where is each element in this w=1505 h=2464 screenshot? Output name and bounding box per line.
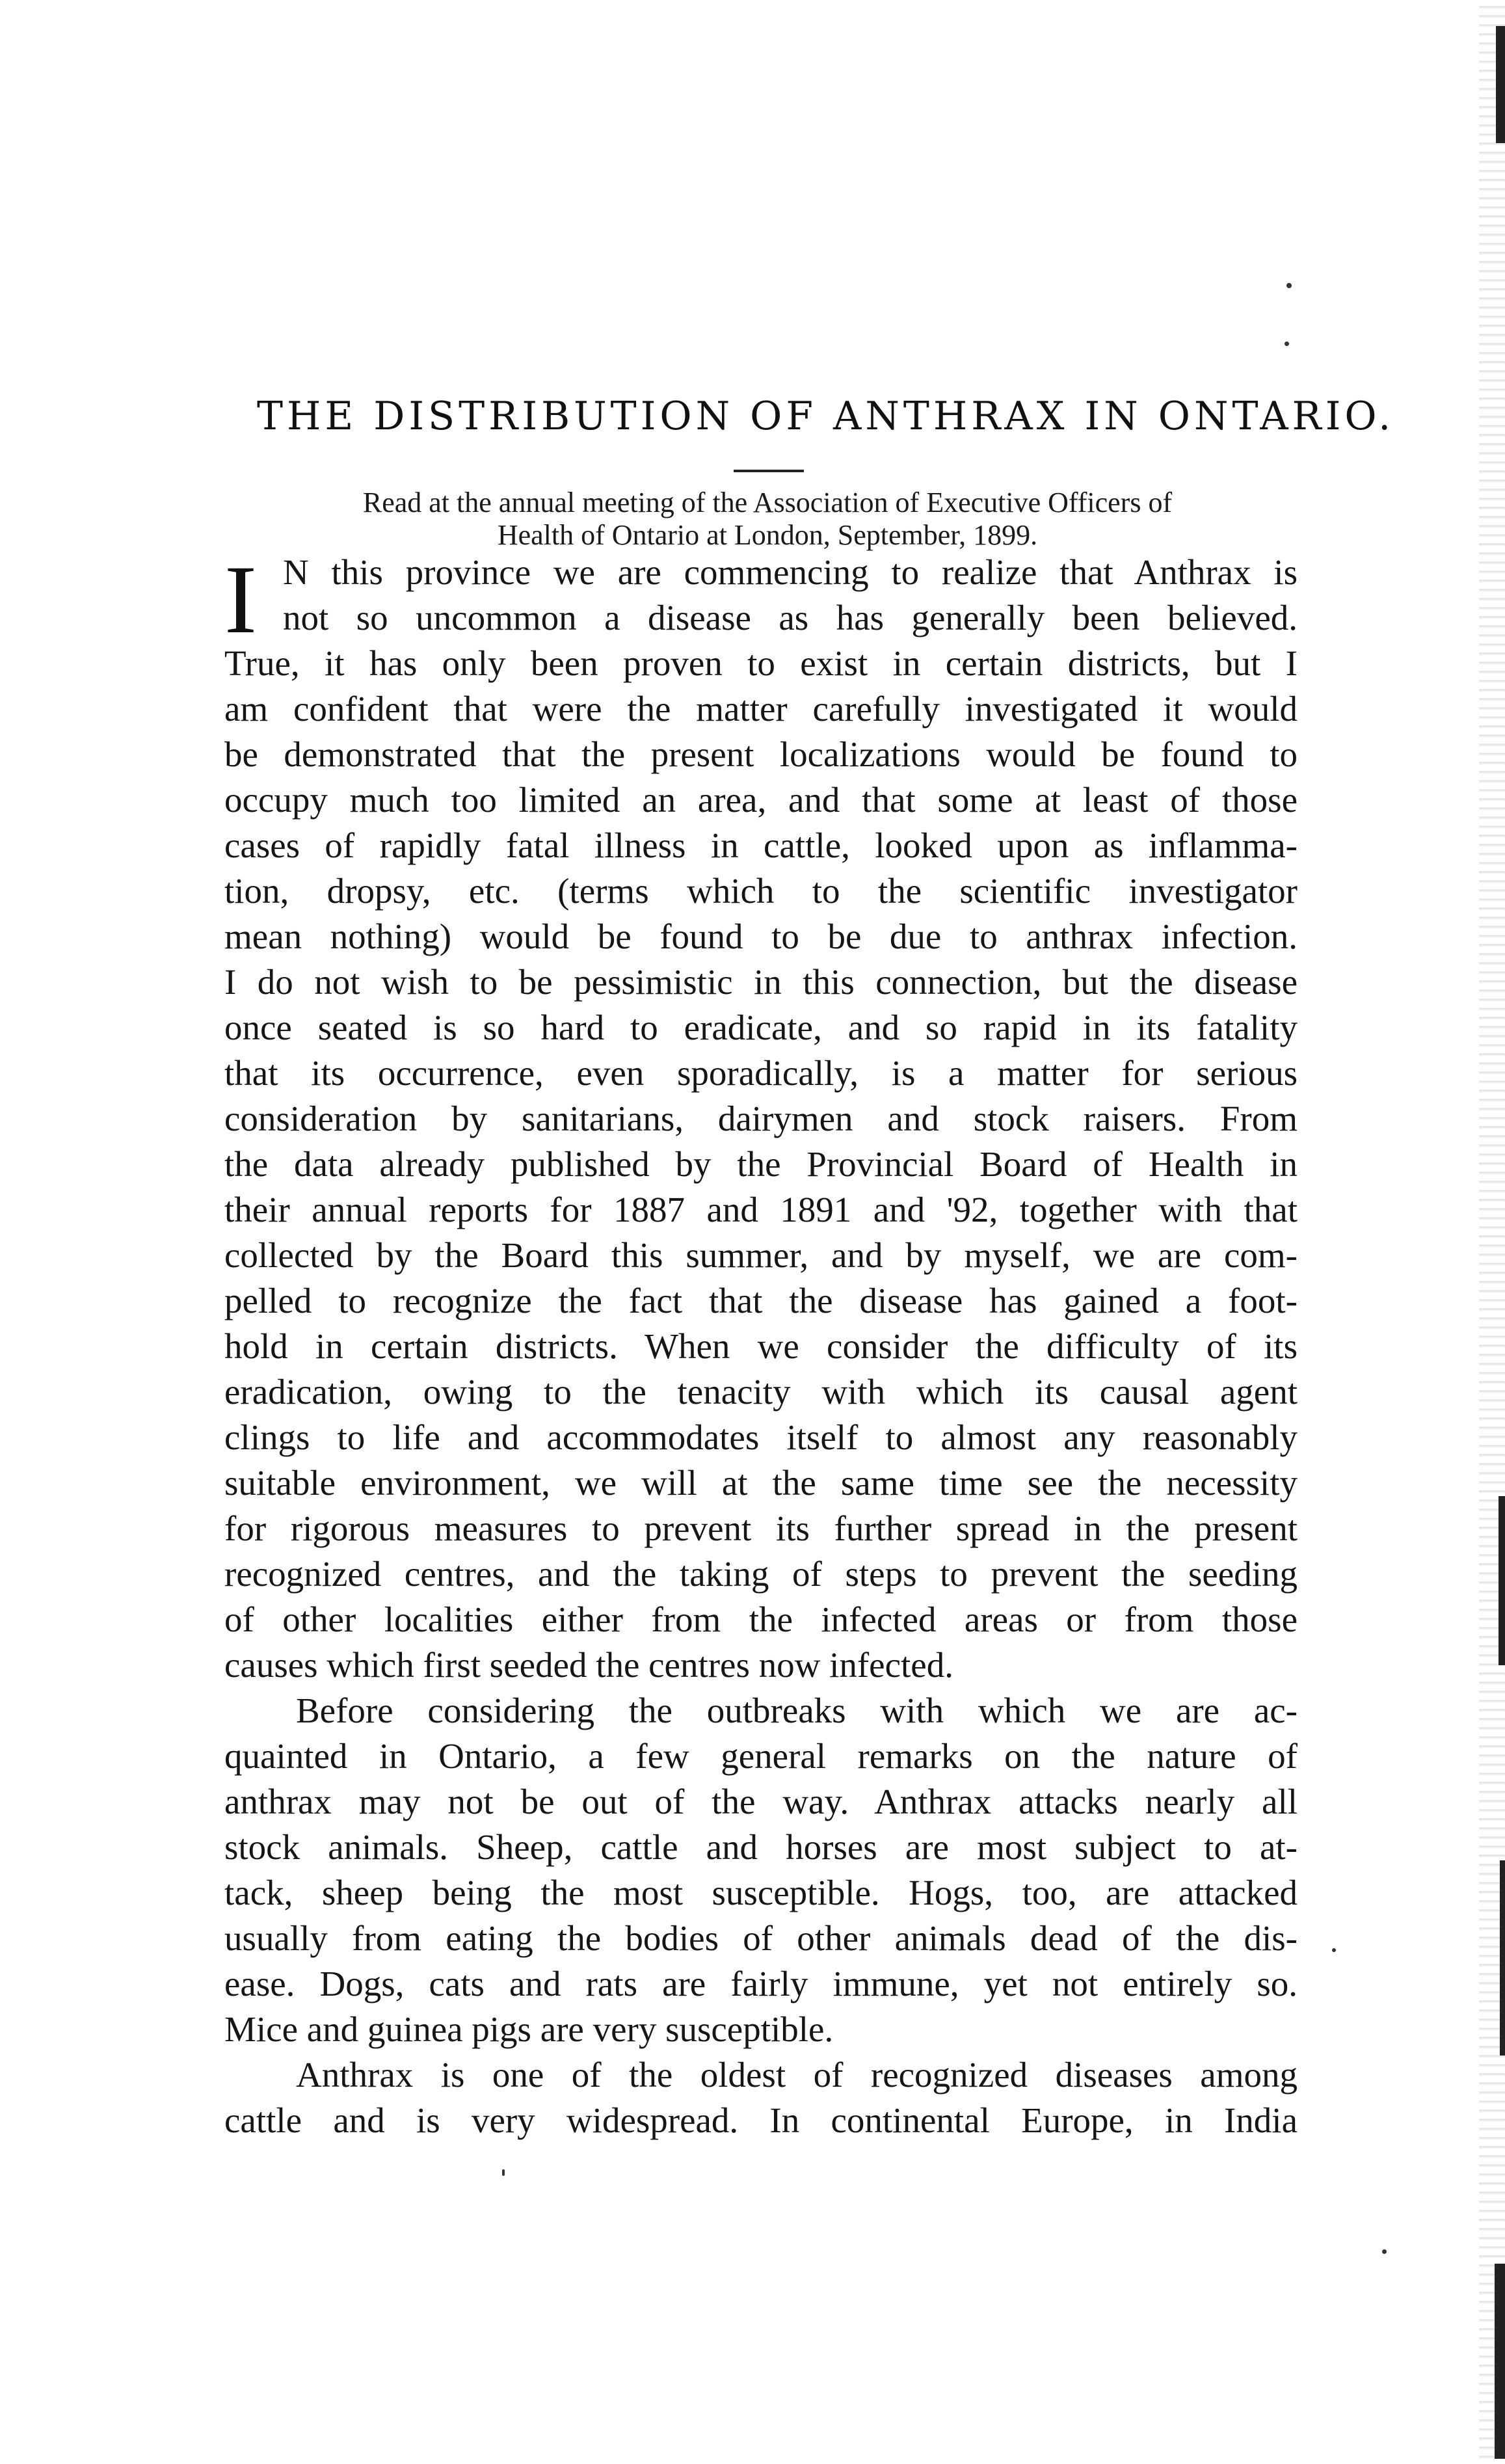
text-line: N this province we are commencing to realize that Anthrax is	[283, 552, 1298, 592]
text-line: Mice and guinea pigs are very susceptible.	[224, 2009, 834, 2049]
scan-edge-mark	[1498, 1496, 1505, 1665]
text-line: occupy much too limited an area, and that some at least of those	[224, 780, 1298, 820]
text-line: that its occurrence, even sporadically, is a matter for serious	[224, 1053, 1298, 1093]
scan-edge-mark	[1500, 1860, 1505, 2056]
text-line: the data already published by the Provincial Board of Health in	[224, 1144, 1298, 1184]
text-line: tack, sheep being the most susceptible. Hogs, too, are attacked	[224, 1873, 1298, 1912]
text-line: Anthrax is one of the oldest of recognized diseases among	[296, 2055, 1298, 2095]
text-line: consideration by sanitarians, dairymen and stock raisers. From	[224, 1099, 1298, 1138]
scan-speck	[1286, 283, 1292, 288]
text-line: cases of rapidly fatal illness in cattle, looked upon as inflamma-	[224, 825, 1298, 865]
text-line: not so uncommon a disease as has generally been believed.	[283, 598, 1298, 637]
text-line: ease. Dogs, cats and rats are fairly immune, yet not entirely so.	[224, 1964, 1298, 2003]
scan-speck	[1285, 341, 1289, 346]
drop-cap: I	[224, 546, 257, 654]
text-line: causes which first seeded the centres now infected.	[224, 1645, 953, 1685]
scan-speck	[502, 2169, 505, 2176]
text-line: am confident that were the matter carefully investigated it would	[224, 689, 1298, 729]
scan-edge-shadow	[1479, 0, 1505, 2464]
text-line: Before considering the outbreaks with which we are ac-	[296, 1691, 1298, 1730]
title-rule	[734, 470, 804, 472]
text-line: mean nothing) would be found to be due to anthrax infection.	[224, 917, 1298, 956]
text-line: suitable environment, we will at the same time see the necessity	[224, 1463, 1298, 1503]
text-line: anthrax may not be out of the way. Anthrax attacks nearly all	[224, 1782, 1298, 1821]
text-line: for rigorous measures to prevent its further spread in the present	[224, 1508, 1298, 1548]
text-line: eradication, owing to the tenacity with which its causal agent	[224, 1372, 1298, 1412]
text-line: collected by the Board this summer, and by myself, we are com-	[224, 1235, 1298, 1275]
text-line: cattle and is very widespread. In continental Europe, in India	[224, 2100, 1298, 2140]
text-line: clings to life and accommodates itself to almost any reasonably	[224, 1417, 1298, 1457]
text-line: of other localities either from the infected areas or from those	[224, 1600, 1298, 1639]
text-line: tion, dropsy, etc. (terms which to the scientific investigator	[224, 871, 1298, 911]
text-line: hold in certain districts. When we consider the difficulty of its	[224, 1326, 1298, 1366]
text-line: stock animals. Sheep, cattle and horses are most subject to at-	[224, 1827, 1298, 1867]
scan-speck	[1382, 2249, 1387, 2254]
text-line: be demonstrated that the present localizations would be found to	[224, 734, 1298, 774]
text-line: their annual reports for 1887 and 1891 and '92, together with that	[224, 1190, 1298, 1229]
text-line: pelled to recognize the fact that the disease has gained a foot-	[224, 1281, 1298, 1320]
text-line: usually from eating the bodies of other animals dead of the dis-	[224, 1918, 1298, 1958]
subtitle-line: Health of Ontario at London, September, 1899.	[497, 519, 1038, 551]
article-title: THE DISTRIBUTION OF ANTHRAX IN ONTARIO.	[257, 394, 1395, 439]
scan-speck	[1332, 1948, 1336, 1952]
scan-edge-mark	[1495, 2264, 1505, 2459]
subtitle-line: Read at the annual meeting of the Association of Executive Officers of	[362, 487, 1173, 518]
text-line: recognized centres, and the taking of steps to prevent the seeding	[224, 1554, 1298, 1594]
scan-edge-mark	[1496, 26, 1505, 143]
text-line: I do not wish to be pessimistic in this connection, but the disease	[224, 962, 1298, 1002]
text-line: True, it has only been proven to exist in certain districts, but I	[224, 643, 1298, 683]
article-subtitle	[280, 487, 1255, 552]
text-line: quainted in Ontario, a few general remarks on the nature of	[224, 1736, 1298, 1776]
text-line: once seated is so hard to eradicate, and so rapid in its fatality	[224, 1008, 1298, 1047]
